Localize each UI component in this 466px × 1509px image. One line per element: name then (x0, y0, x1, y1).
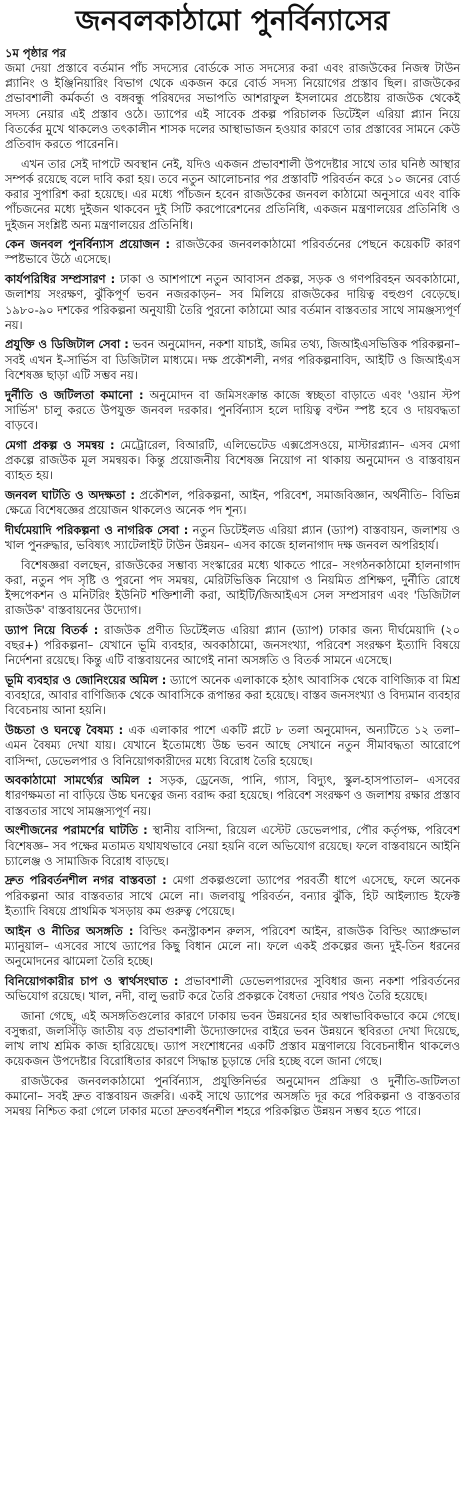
section-paragraph (5, 723, 460, 769)
section-heading: ড্যাপ নিয়ে বিতর্ক : (5, 622, 99, 637)
section-paragraph (5, 673, 460, 719)
closing-paragraph-2: রাজউকের জনবলকাঠামো পুনর্বিন্যাস, প্রযুক্তিনির্ভর অনুমোদন প্রক্রিয়া ও দুর্নীতি-জটিলতা কমানো– সবই দ্রুত বাস্তবায়ন জরুরি। একই সাথে ড্যাপের অসঙ্গতি দূর করে পরিকল্পনা ও বাস্তবতার সমন্বয় নিশ্চিত করা গেলে ঢাকার মতো দ্রুতবর্ধনশীল শহরে পরিকল্পিত উন্নয়ন সম্ভব হতে পারে। (5, 1073, 460, 1119)
section-text: সড়ক, ড্রেনেজ, পানি, গ্যাস, বিদ্যুৎ, স্কুল-হাসপাতাল– এসবের ধারণক্ষমতা না বাড়িয়ে উচ্চ ঘনত্বের জন্য বরাদ্দ করা হয়েছে। পরিবেশ সংরক্ষণ ও জলাশয় রক্ষার প্রস্তাব বাস্তবতার সাথে সামঞ্জস্যপূর্ণ নয়। (5, 773, 460, 818)
section-paragraph (5, 237, 460, 267)
section-text: বিশেষজ্ঞরা বলছেন, রাজউকের সম্ভাব্য সংস্কারের মধ্যে থাকতে পারে– সংগঠনকাঠামো হালনাগাদ করা, নতুন পদ সৃষ্টি ও পুরনো পদ সমন্বয়, মেরিটভিত্তিক নিয়োগ ও নিয়মিত প্রশিক্ষণ, দুর্নীতি রোধে ইন্সপেকশন ও মনিটরিং ইউনিট শক্তিশালী করা, আইটি/জিআইএস সেল সম্প্রসারণ এবং 'ডিজিটাল রাজউক' বাস্তবায়নের উদ্যোগ। (5, 557, 460, 618)
section-paragraph (5, 773, 460, 819)
section-heading: বিনিয়োগকারীর চাপ ও স্বার্থসংঘাত : (5, 973, 179, 988)
section-text: রাজউক প্রণীত ডিটেইলড এরিয়া প্ল্যান (ড্যাপ) ঢাকার জন্য দীর্ঘমেয়াদি (২০ বছর+) পরিকল্পনা– যেখানে ভূমি ব্যবহার, অবকাঠামো, জনসংখ্যা, পরিবেশ সংরক্ষণ ইত্যাদি বিষয়ে নির্দেশনা রয়েছে। কিন্তু এটি বাস্তবায়নের আগেই নানা অসঙ্গতি ও বিতর্ক সামনে এসেছে। (5, 622, 460, 668)
section-text: অনুমোদন বা জমিসংক্রান্ত কাজে স্বচ্ছতা বাড়াতে এবং 'ওয়ান স্টপ সার্ভিস' চালু করতে উপযুক্ত জনবল দরকার। পুনর্বিন্যাস হলে দায়িত্ব বণ্টন স্পষ্ট হবে ও দায়বদ্ধতা বাড়বে। (5, 387, 461, 432)
section-paragraph (5, 823, 460, 869)
headline: জনবলকাঠামো পুনর্বিন্যাসের (75, 4, 390, 37)
section-heading: অবকাঠামো সামর্থ্যের অমিল : (5, 773, 153, 788)
closing-paragraph-1: জানা গেছে, এই অসঙ্গতিগুলোর কারণে ঢাকায় ভবন উন্নয়নের হার অস্বাভাবিকভাবে কমে গেছে। বসুন্ধরা, জলসিঁড়ি জাতীয় বড় প্রভাবশালী উদ্যোক্তাদের বাইরে ভবন উন্নয়নে স্থবিরতা দেখা দিয়েছে, লাখ লাখ শ্রমিক কাজ হারিয়েছে। ড্যাপ সংশোধনের একটি প্রস্তাব মন্ত্রণালয়ে বিবেচনাধীন থাকলেও কয়েকজন উপদেষ্টার বিরোধিতার কারণে সিদ্ধান্ত চূড়ান্তে দেরি হচ্ছে বলে জানা গেছে। (5, 1008, 460, 1069)
section-heading: দ্রুত পরিবর্তনশীল নগর বাস্তবতা : (5, 873, 167, 888)
section-heading: দীর্ঘমেয়াদি পরিকল্পনা ও নাগরিক সেবা : (5, 522, 189, 537)
section-text: মেগা প্রকল্পগুলো ড্যাপের পরবর্তী ধাপে এসেছে, ফলে অনেক পরিকল্পনা আর বাস্তবতার সাথে মেলে না। জলবায়ু পরিবর্তন, বন্যার ঝুঁকি, হিট আইল্যান্ড ইফেক্ট ইত্যাদি বিষয়ে প্রাথমিক খসড়ায় কম গুরুত্ব পেয়েছে। (5, 873, 460, 918)
section-heading: প্রযুক্তি ও ডিজিটাল সেবা : (5, 337, 129, 352)
intro-paragraph-1: জমা দেয়া প্রস্তাবে বর্তমান পাঁচ সদস্যের বোর্ডকে সাত সদস্যের করা এবং রাজউকের নিজস্ব টাউন প্ল্যানিং ও ইঞ্জিনিয়ারিং বিভাগ থেকে একজন করে বোর্ড সদস্য নিয়োগের প্রস্তাব ছিল। রাজউকের প্রভাবশালী কর্মকর্তা ও বঙ্গবন্ধু পরিষদের সভাপতি আশরাফুল ইসলামের প্রচেষ্টায় রাজউক থেকেই সদস্য নেয়ার এই প্রস্তাব ওঠে। ড্যাপের এই সাবেক প্রকল্প পরিচালক ডিটেইল এরিয়া প্ল্যান নিয়ে বিতর্কের মুখে থাকলেও তৎকালীন শাসক দলের আস্থাভাজন হওয়ার কারণে তার প্রস্তাবের সামনে কেউ প্রতিবাদ করতে পারেননি। (5, 61, 460, 152)
section-text: মেট্রোরেল, বিআরটি, এলিভেটেড এক্সপ্রেসওয়ে, মাস্টারপ্ল্যান– এসব মেগা প্রকল্পে রাজউক মূল সমন্বয়ক। কিন্তু প্রয়োজনীয় বিশেষজ্ঞ নিয়োগ না থাকায় অনুমোদন ও বাস্তবায়ন ব্যাহত হয়। (5, 437, 460, 483)
section-paragraph (5, 337, 460, 383)
continued-from-label: ১ম পৃষ্ঠার পর (5, 46, 66, 60)
section-paragraph (5, 974, 460, 1004)
section-paragraph (5, 924, 460, 970)
section-text: ভবন অনুমোদন, নকশা যাচাই, জমির তথ্য, জিআইএসভিত্তিক পরিকল্পনা– সবই এখন ই-সার্ভিস বা ডিজিটাল মাধ্যমে। দক্ষ প্রকৌশলী, নগর পরিকল্পনাবিদ, আইটি ও জিআইএস বিশেষজ্ঞ ছাড়া এটি সম্ভব নয়। (5, 337, 460, 382)
section-heading: মেগা প্রকল্প ও সমন্বয় : (5, 437, 115, 452)
section-list (5, 237, 460, 1004)
section-heading: উচ্চতা ও ঘনত্বে বৈষম্য : (5, 723, 124, 738)
section-paragraph (5, 438, 460, 484)
section-paragraph (5, 558, 460, 619)
section-paragraph (5, 623, 460, 669)
section-heading: কার্যপরিধির সম্প্রসারণ : (5, 272, 116, 287)
section-heading: ভূমি ব্যবহার ও জোনিংয়ের অমিল : (5, 673, 167, 688)
section-paragraph (5, 272, 460, 333)
intro-paragraph-2: এখন তার সেই দাপটে অবস্থান নেই, যদিও একজন প্রভাবশালী উপদেষ্টার সাথে তার ঘনিষ্ঠ আস্থার সম্পর্ক রয়েছে বলে দাবি করা হয়। তবে নতুন আলোচনার পর প্রস্তাবটি পরিবর্তন করে ১০ জনের বোর্ড করার সুপারিশ করা হয়েছে। এর মধ্যে পাঁচজন হবেন রাজউকের জনবল কাঠামো অনুসারে এবং বাকি পাঁচজনের মধ্যে দুইজন থাকবেন দুই সিটি করপোরেশনের প্রতিনিধি, একজন মন্ত্রণালয়ের প্রতিনিধি ও দুইজন সংশ্লিষ্ট অন্য মন্ত্রণালয়ের প্রতিনিধি। (5, 156, 460, 232)
section-text: ড্যাপে অনেক এলাকাকে হঠাৎ আবাসিক থেকে বাণিজ্যিক বা মিশ্র ব্যবহারে, আবার বাণিজ্যিক থেকে আবাসিকে রূপান্তর করা হয়েছে। বাস্তব জনসংখ্যা ও বিদ্যমান ব্যবহার বিবেচনায় আনা হয়নি। (5, 673, 461, 718)
section-heading: জনবল ঘাটতি ও অদক্ষতা : (5, 487, 135, 502)
section-text: নতুন ডিটেইলড এরিয়া প্ল্যান (ড্যাপ) বাস্তবায়ন, জলাশয় ও খাল পুনরুদ্ধার, ভবিষ্যৎ স্যাটেলাইট টাউন উন্নয়ন– এসব কাজে হালনাগাদ দক্ষ জনবল অপরিহার্য। (5, 522, 461, 552)
section-text: প্রকৌশল, পরিকল্পনা, আইন, পরিবেশ, সমাজবিজ্ঞান, অর্থনীতি– বিভিন্ন ক্ষেত্রে বিশেষজ্ঞের প্রয়োজন থাকলেও অনেক পদ শূন্য। (5, 487, 460, 517)
section-heading: অংশীজনের পরামর্শের ঘাটতি : (5, 823, 148, 838)
section-paragraph (5, 388, 460, 434)
section-heading: আইন ও নীতির অসঙ্গতি : (5, 923, 134, 938)
section-text: ঢাকা ও আশপাশে নতুন আবাসন প্রকল্প, সড়ক ও গণপরিবহন অবকাঠামো, জলাশয় সংরক্ষণ, ঝুঁকিপূর্ণ ভবন নজরকাড়ন– সব মিলিয়ে রাজউকের দায়িত্ব বহুগুণ বেড়েছে। ১৯৮০-৯০ দশকের পরিকল্পনা অনুযায়ী তৈরি পুরনো কাঠামো আর বর্তমান বাস্তবতার সাথে সামঞ্জস্যপূর্ণ নয়। (5, 272, 460, 332)
section-text: বিল্ডিং কনস্ট্রাকশন রুলস, পরিবেশ আইন, রাজউক বিল্ডিং অ্যাপ্রুভাল ম্যানুয়াল– এসবের সাথে ড্যাপের কিছু বিধান মেলে না। ফলে একই প্রকল্পের জন্য দুই-তিন ধরনের অনুমোদনের ঝামেলা তৈরি হচ্ছে। (5, 923, 460, 968)
section-text: প্রভাবশালী ডেভেলপারদের সুবিধার জন্য নকশা পরিবর্তনের অভিযোগ রয়েছে। খাল, নদী, বালু ভরাট করে তৈরি প্রকল্পকে বৈধতা দেয়ার পথও তৈরি হয়েছে। (5, 973, 461, 1003)
section-paragraph (5, 523, 460, 553)
section-text: স্থানীয় বাসিন্দা, রিয়েল এস্টেট ডেভেলপার, পৌর কর্তৃপক্ষ, পরিবেশ বিশেষজ্ঞ– সব পক্ষের মতামত যথাযথভাবে নেয়া হয়নি বলে অভিযোগ রয়েছে। ফলে বাস্তবায়নে আইনি চ্যালেঞ্জ ও সামাজিক বিরোধ বাড়ছে। (5, 823, 460, 868)
section-text: রাজউকের জনবলকাঠামো পরিবর্তনের পেছনে কয়েকটি কারণ স্পষ্টভাবে উঠে এসেছে। (5, 237, 460, 267)
section-paragraph (5, 488, 460, 518)
section-text: এক এলাকার পাশে একটি প্লটে ৮ তলা অনুমোদন, অন্যটিতে ১২ তলা– এমন বৈষম্য দেখা যায়। যেখানে ইতোমধ্যে উচ্চ ভবন আছে সেখানে নতুন সীমাবদ্ধতা আরোপে বাসিন্দা, ডেভেলপার ও বিনিয়োগকারীদের মধ্যে বিরোধ তৈরি হয়েছে। (5, 723, 461, 768)
section-paragraph (5, 873, 460, 919)
article-body (5, 61, 460, 1120)
section-heading: দুর্নীতি ও জটিলতা কমানো : (5, 387, 144, 402)
section-heading: কেন জনবল পুনর্বিন্যাস প্রয়োজন : (5, 237, 171, 252)
